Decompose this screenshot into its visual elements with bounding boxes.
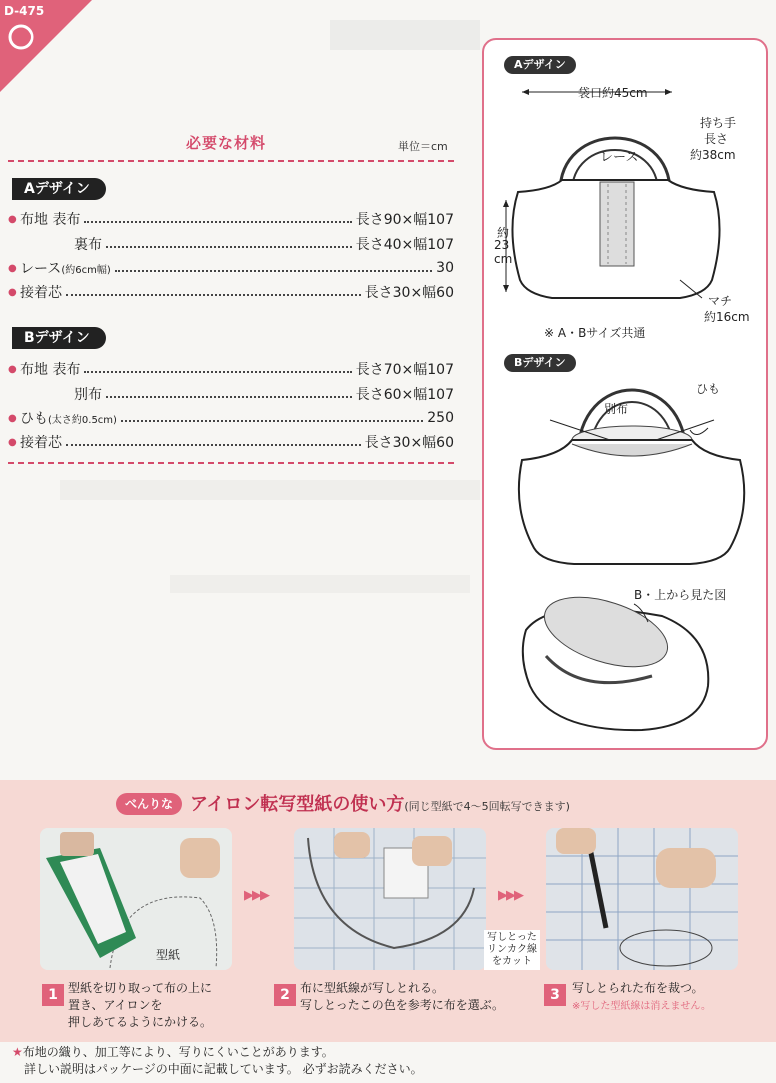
top-view-label: B・上から見た図	[634, 588, 727, 602]
material-row	[8, 358, 454, 380]
material-value: 長さ30×幅60	[364, 285, 454, 301]
contrast-fabric-label: 別布	[604, 402, 629, 416]
height-label-2: 23	[494, 238, 510, 252]
guide-subtitle: (同じ型紙で4〜5回転写できます)	[404, 800, 570, 813]
gusset-label: マチ	[708, 294, 733, 308]
material-row	[8, 431, 454, 453]
divider-line	[8, 462, 454, 464]
material-label: 布地 表布	[20, 362, 81, 378]
guide-title: アイロン転写型紙の使い方(同じ型紙で4〜5回転写できます)	[190, 794, 570, 815]
leader-dots	[106, 396, 352, 398]
diagram-a-tag: Aデザイン	[504, 56, 576, 74]
gusset-size-label: 約16cm	[704, 310, 750, 324]
material-label: レース(約6cm幅)	[20, 261, 111, 277]
material-label: 接着芯	[20, 285, 62, 301]
bag-b-illustration	[490, 368, 760, 568]
bag-opening-label: 袋口約45cm	[578, 86, 648, 100]
bullet-icon: ●	[8, 262, 17, 274]
background-bleed	[330, 20, 480, 50]
circle-logo-icon	[8, 24, 34, 50]
lace-label: レース	[600, 150, 639, 165]
step-3-photo	[546, 828, 738, 970]
leader-dots	[115, 270, 432, 272]
step-1-number: 1	[42, 984, 64, 1006]
leader-dots	[106, 246, 352, 248]
leader-dots	[66, 444, 361, 446]
material-label: 別布	[74, 387, 102, 403]
material-value: 長さ60×幅107	[355, 387, 454, 403]
material-value: 30	[436, 260, 454, 276]
footer-notes	[12, 1044, 423, 1078]
material-row	[8, 407, 454, 429]
material-row	[8, 383, 454, 405]
material-row	[8, 281, 454, 303]
handle-length-label: 長さ	[704, 132, 729, 146]
pattern-paper-label: 型紙	[156, 948, 181, 962]
height-label-3: cm	[494, 252, 513, 266]
bullet-icon: ●	[8, 286, 17, 298]
material-note: (太さ約0.5cm)	[48, 415, 117, 426]
material-label: ひも(太さ約0.5cm)	[20, 411, 117, 427]
step-2-photo	[294, 828, 486, 970]
step-1-photo	[40, 828, 232, 970]
step-3-number: 3	[544, 984, 566, 1006]
material-value: 長さ40×幅107	[355, 237, 454, 253]
step-1-text: 型紙を切り取って布の上に 置き、アイロンを 押しあてるようにかける。	[68, 981, 213, 1029]
background-bleed	[170, 575, 470, 593]
handle-size-label: 約38cm	[690, 148, 736, 162]
material-value: 長さ90×幅107	[355, 212, 454, 228]
material-label: 布地 表布	[20, 212, 81, 228]
handle-label: 持ち手	[700, 116, 737, 130]
step-3-note: ※写した型紙線は消えません。	[572, 1001, 711, 1012]
height-label-1: 約	[497, 226, 510, 240]
arrow-icon: ▶▶▶	[244, 888, 268, 903]
leader-dots	[66, 294, 361, 296]
bullet-icon: ●	[8, 213, 17, 225]
bullet-icon: ●	[8, 412, 17, 424]
common-size-note: ※ A・Bサイズ共通	[544, 326, 646, 340]
material-label: 接着芯	[20, 435, 62, 451]
convenient-badge: べんりな	[116, 793, 182, 815]
material-label: 裏布	[74, 237, 102, 253]
unit-label: 単位＝cm	[398, 140, 448, 153]
cord-label: ひも	[696, 382, 721, 396]
leader-dots	[121, 420, 423, 422]
material-value: 長さ30×幅60	[364, 435, 454, 451]
leader-dots	[84, 221, 351, 223]
design-a-tag: Aデザイン	[12, 178, 106, 200]
footer-line-2: 詳しい説明はパッケージの中面に記載しています。 必ずお読みください。	[24, 1062, 423, 1076]
material-note: (約6cm幅)	[61, 265, 111, 276]
step-2-number: 2	[274, 984, 296, 1006]
star-icon: ★	[12, 1045, 23, 1059]
background-bleed	[60, 480, 480, 500]
product-code: D-475	[4, 4, 45, 18]
material-row	[8, 257, 454, 279]
footer-line-1: 布地の織り、加工等により、写りにくいことがあります。	[22, 1045, 334, 1059]
bullet-icon: ●	[8, 363, 17, 375]
bullet-icon: ●	[8, 436, 17, 448]
diagram-b-tag: Bデザイン	[504, 354, 576, 372]
step-2-text: 布に型紙線が写しとれる。 写しとったこの色を参考に布を選ぶ。	[300, 981, 505, 1012]
design-b-tag: Bデザイン	[12, 327, 106, 349]
leader-dots	[84, 371, 351, 373]
materials-title: 必要な材料	[186, 134, 267, 152]
divider-line	[8, 160, 454, 162]
material-row	[8, 208, 454, 230]
material-row	[8, 233, 454, 255]
outline-cut-caption: 写しとった リンカク線 をカット	[484, 930, 540, 970]
material-value: 250	[427, 410, 454, 426]
arrow-icon: ▶▶▶	[498, 888, 522, 903]
material-value: 長さ70×幅107	[355, 362, 454, 378]
step-3-text: 写しとられた布を裁つ。 ※写した型紙線は消えません。	[572, 981, 711, 1012]
bag-top-view-illustration	[512, 586, 732, 736]
